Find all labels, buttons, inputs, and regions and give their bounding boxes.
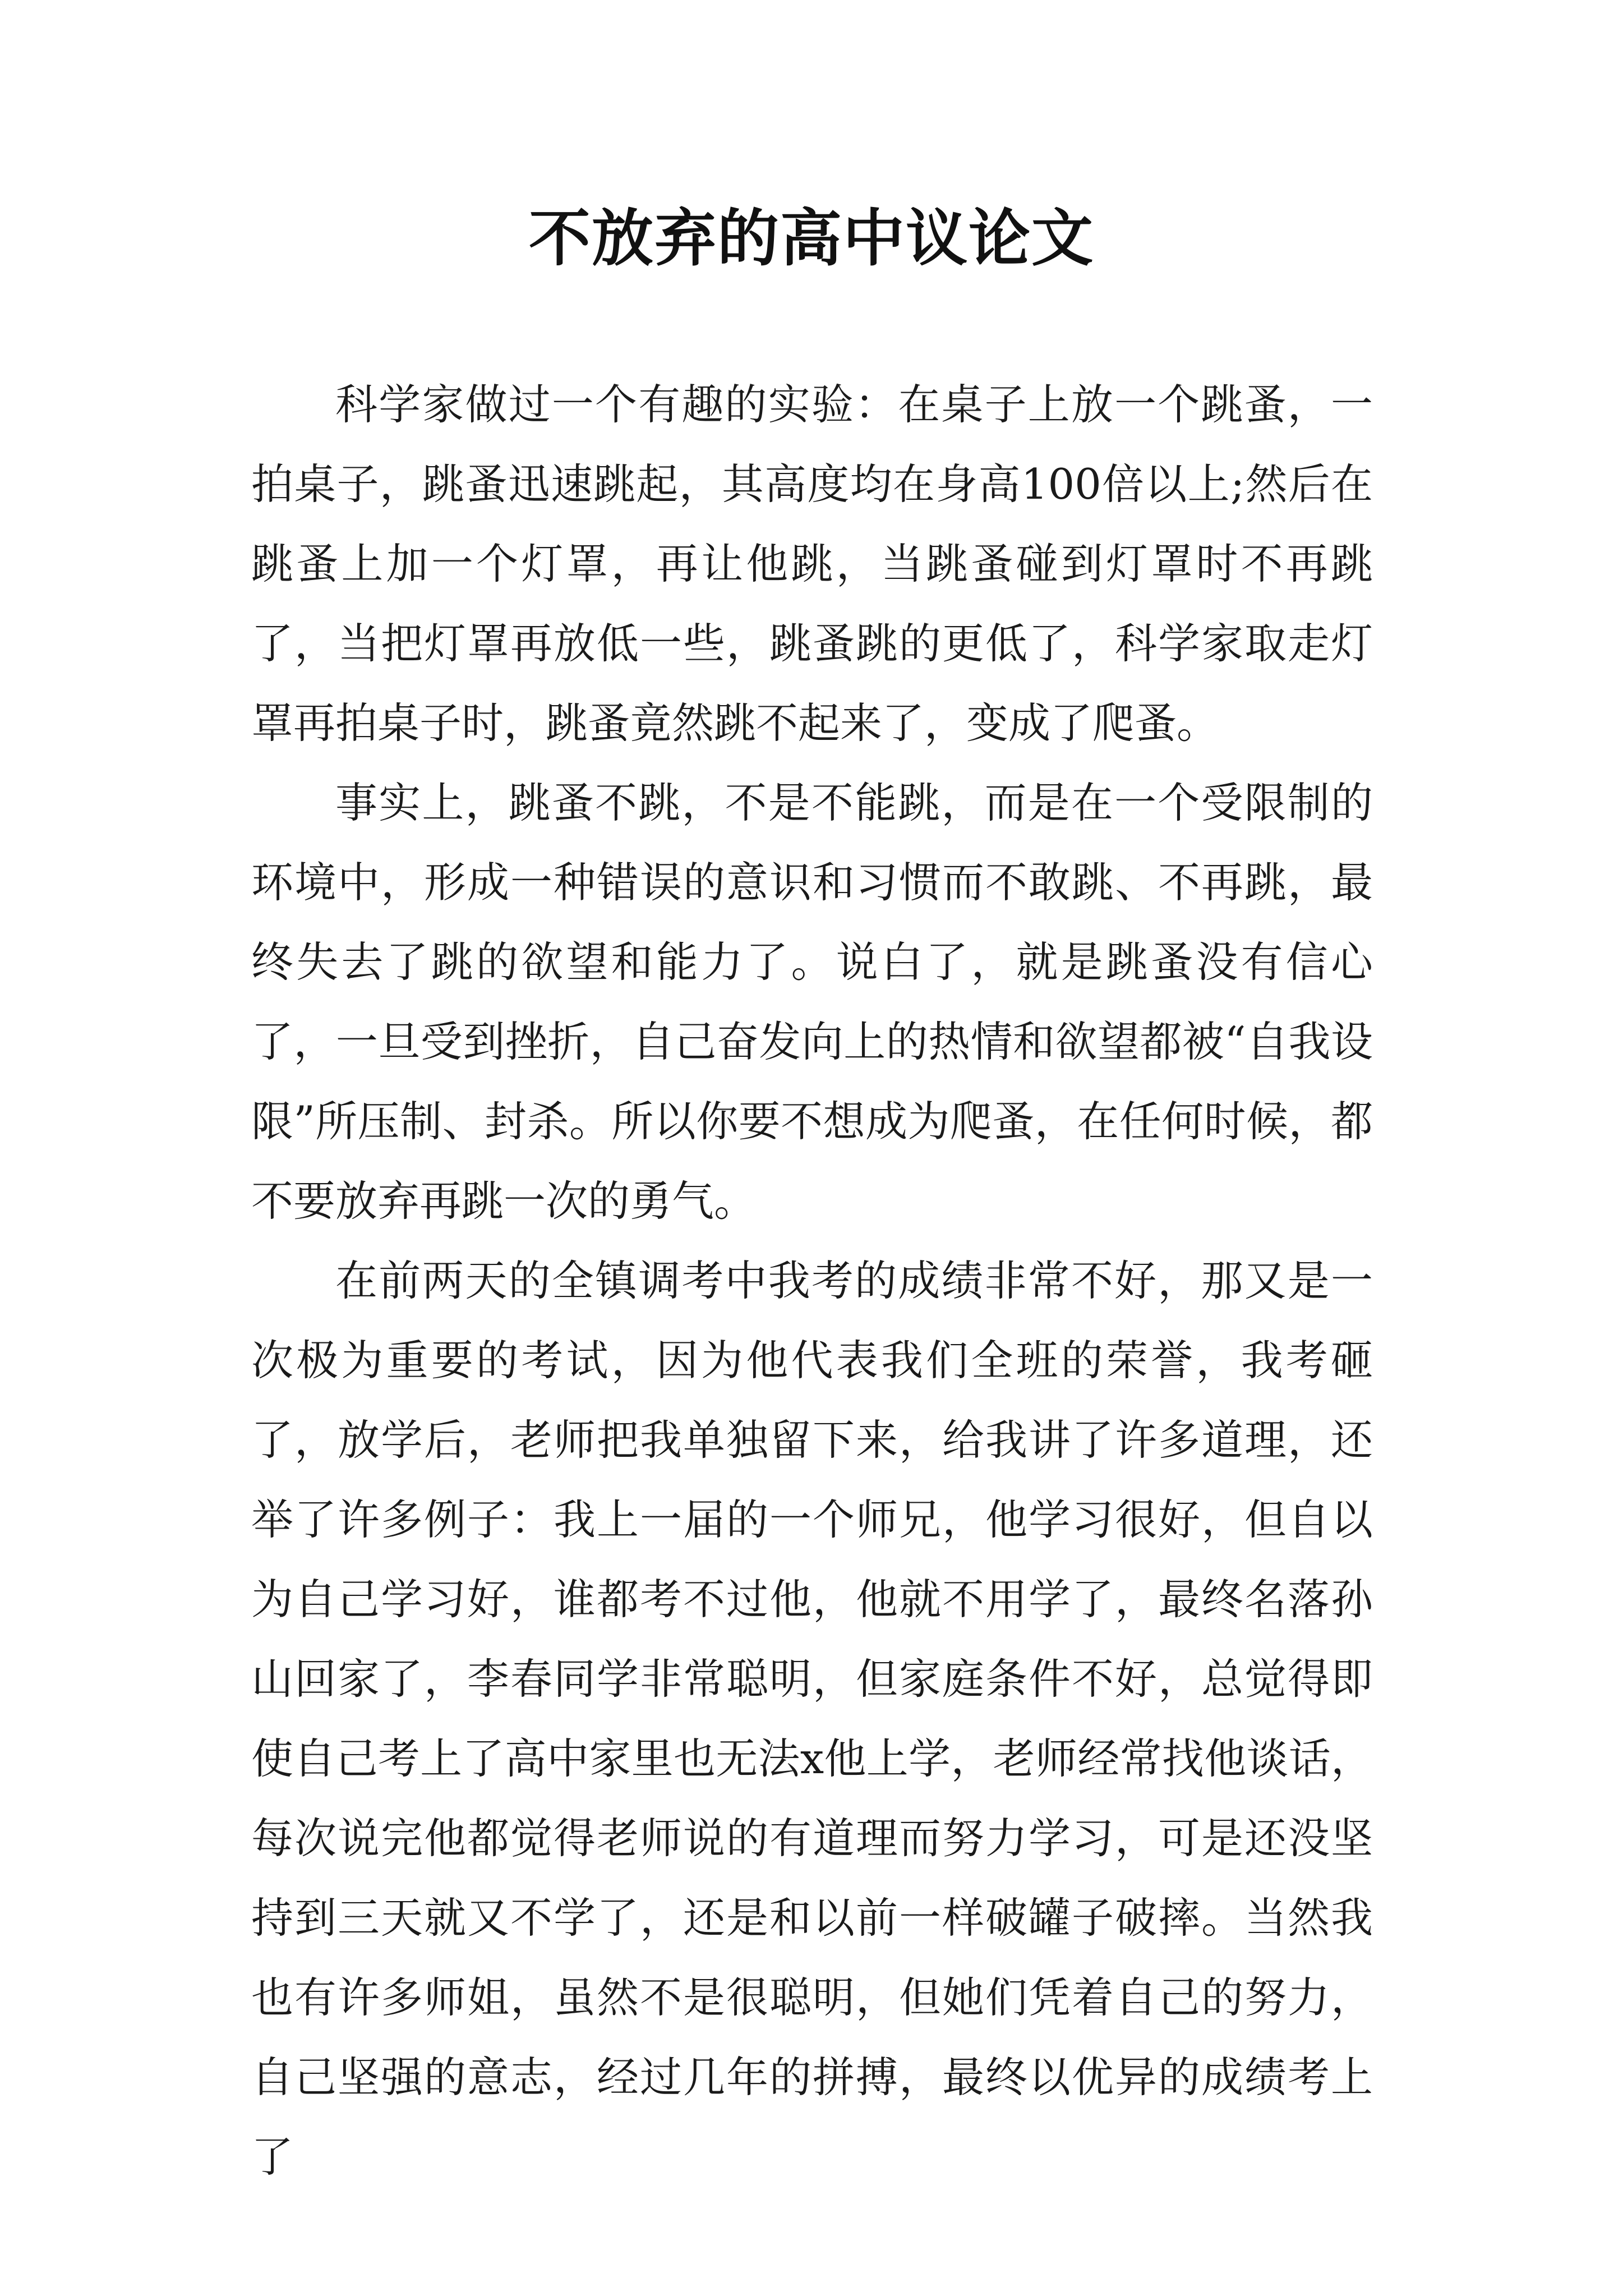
paragraph: 在前两天的全镇调考中我考的成绩非常不好，那又是一次极为重要的考试，因为他代表我们全班的荣誉，我考砸了，放学后，老师把我单独留下来，给我讲了许多道理，还举了许多例子：我上一届的一个师兄，他学习很好，但自以为自己学习好，谁都考不过他，他就不用学了，最终名落孙山回家了，李春同学非常聪明，但家庭条件不好，总觉得即使自己考上了高中家里也无法x他上学，老师经常找他谈话，每次说完他都觉得老师说的有道理而努力学习，可是还没坚持到三天就又不学了，还是和以前一样破罐子破摔。当然我也有许多师姐，虽然不是很聪明，但她们凭着自己的努力，自己坚强的意志，经过几年的拼搏，最终以优异的成绩考上了 [251,1256,1373,2182]
paragraph: 事实上，跳蚤不跳，不是不能跳，而是在一个受限制的环境中，形成一种错误的意识和习惯而不敢跳、不再跳，最终失去了跳的欲望和能力了。说白了，就是跳蚤没有信心了，一旦受到挫折，自己奋发向上的热情和欲望都被“自我设限”所压制、封杀。所以你要不想成为爬蚤，在任何时候，都不要放弃再跳一次的勇气。 [251,778,1373,1226]
paragraph: 科学家做过一个有趣的实验：在桌子上放一个跳蚤，一拍桌子，跳蚤迅速跳起，其高度均在身高100倍以上;然后在跳蚤上加一个灯罩，再让他跳，当跳蚤碰到灯罩时不再跳了，当把灯罩再放低一些，跳蚤跳的更低了，科学家取走灯罩再拍桌子时，跳蚤竟然跳不起来了，变成了爬蚤。 [251,380,1373,748]
document-body [251,365,1373,2197]
document-title: 不放弃的高中议论文 [529,202,1094,274]
